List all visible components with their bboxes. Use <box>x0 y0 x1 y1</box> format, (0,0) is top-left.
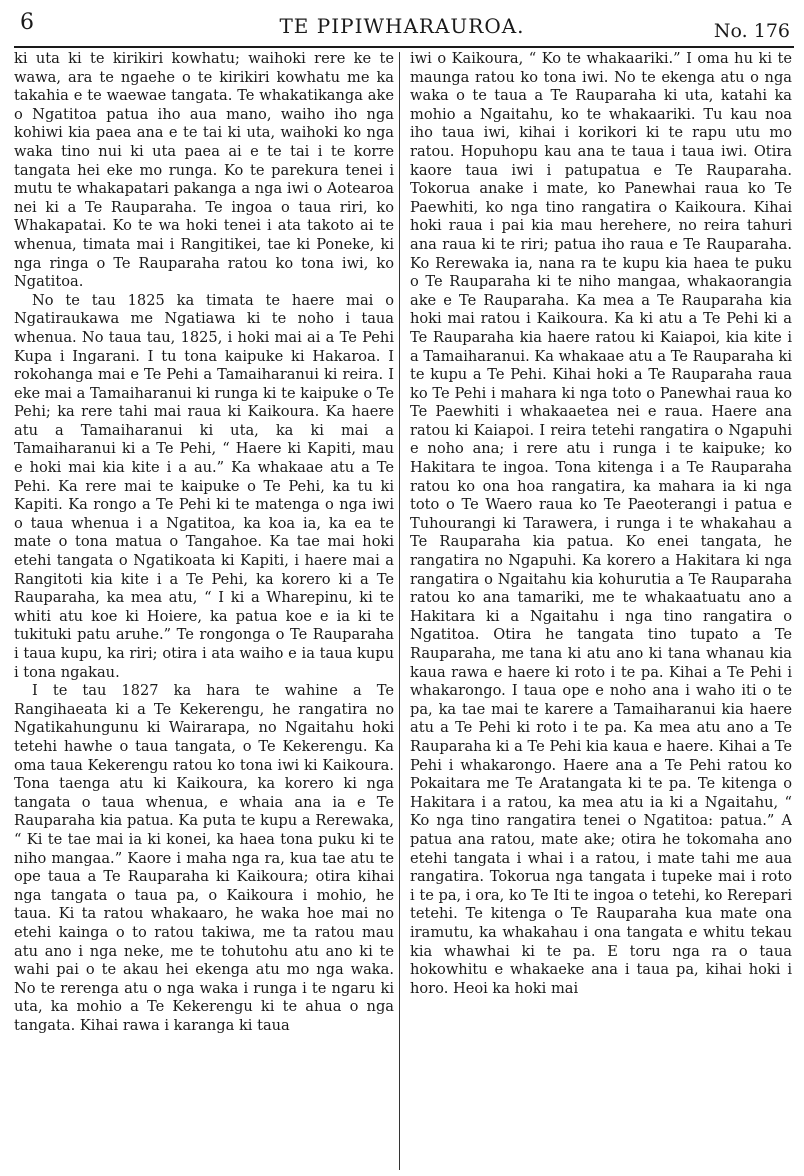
paragraph: iwi o Kaikoura, “ Ko te whakaariki.” I oma hu ki te maunga ratou ko tona iwi. No te ekenga atu o nga waka o te taua a Te Rauparaha ki uta, katahi ka mohio a Ngaitahu, ko te whakaariki. Tu kau noa iho taua iwi, kihai i korikori ki te rapu utu mo ratou. Hopuhopu kau ana te taua i taua iwi. Otira kaore taua iwi i patupatua e Te Rauparaha. Tokorua anake i mate, ko Panewhai raua ko Te Paewhiti, ko nga tino rangatira o Kaikoura. Kihai hoki raua i pai kia mau herehere, no reira tahuri ana raua ki te riri; patua iho raua e Te Rauparaha. Ko Rerewaka ia, nana ra te kupu kia haea te puku o Te Rauparaha ki te niho mangaa, whakaorangia ake e Te Rauparaha. Ka mea a Te Rauparaha kia hoki mai ratou i Kaikoura. Ka ki atu a Te Pehi ki a Te Rauparaha kia haere ratou ki Kaiapoi, kia kite i a Tamaiharanui. Ka whakaae atu a Te Rauparaha ki te kupu a Te Pehi. Kihai hoki a Te Rauparaha raua ko Te Pehi i mahara ki nga toto o Panewhai raua ko Te Paewhiti i whakaaetea nei e raua. Haere ana ratou ki Kaiapoi. I reira tetehi rangatira o Ngapuhi e noho ana; i rere atu i runga i te kaipuke; ko Hakitara te ingoa. Tona kitenga i a Te Rauparaha ratou ko ona hoa rangatira, ka mahara ia ki nga toto o Te Waero raua ko Te Paeoterangi i patua e Tuhourangi ki Tarawera, i runga i te whakahau a Te Rauparaha kia patua. Ko enei tangata, he rangatira no Ngapuhi. Ka korero a Hakitara ki nga rangatira o Ngaitahu kia kohurutia a Te Rauparaha ratou ko ana tamariki, me te whakaatuatu ano a Hakitara ki a Ngaitahu i nga tino rangatira o Ngatitoa. Otira he tangata tino tupato a Te Rauparaha, me tana ki atu ano ki tana whanau kia kaua rawa e haere ki roto i te pa. Kihai a Te Pehi i whakarongo. I taua ope e noho ana i waho iti o te pa, ka tae mai te karere a Tamaiharanui kia haere atu a Te Pehi ki roto i te pa. Ka mea atu ano a Te Rauparaha ki a Te Pehi kia kaua e haere. Kihai a Te Pehi i whakarongo. Haere ana a Te Pehi ratou ko Pokaitara me Te Aratangata ki te pa. Te kitenga o Hakitara i a ratou, ka mea atu ia ki a Ngaitahu, “ Ko nga tino rangatira tenei o Ngatitoa: patua.” A patua ana ratou, mate ake; otira he tokomaha ano etehi tangata i whai i a ratou, i mate tahi me aua rangatira. Tokorua nga tangata i tupeke mai i roto i te pa, i ora, ko Te Iti te ingoa o tetehi, ko Rerepari tetehi. Te kitenga o Te Rauparaha kua mate ona iramutu, ka whakahau i ona tangata e whitu tekau kia whawhai ki te pa. E toru nga ra o taua hokowhitu e whakaeke ana i taua pa, kihai hoki i horo. Heoi ka hoki mai <box>410 50 792 997</box>
paragraph: No te tau 1825 ka timata te haere mai o Ngatiraukawa me Ngatiawa ki te noho i taua whenua. No taua tau, 1825, i hoki mai ai a Te Pehi Kupa i Ingarani. I tu tona kaipuke ki Hakaroa. I rokohanga mai e Te Pehi a Tamaiharanui ki reira. I eke mai a Tamaiharanui ki runga ki te kaipuke o Te Pehi; ka rere tahi mai raua ki Kaikoura. Ka haere atu a Tamaiharanui ki uta, ka ki mai a Tamaiharanui ki a Te Pehi, “ Haere ki Kapiti, mau e hoki mai kia kite i a au.” Ka whakaae atu a Te Pehi. Ka rere mai te kaipuke o Te Pehi, ka tu ki Kapiti. Ka rongo a Te Pehi ki te matenga o nga iwi o taua whenua i a Ngatitoa, ka koa ia, ka ea te mate o tona matua o Tangahoe. Ka tae mai hoki etehi tangata o Ngatikoata ki Kapiti, i haere mai a Rangitoti kia kite i a Te Pehi, ka korero ki a Te Rauparaha, ka mea atu, “ I ki a Wharepinu, ki te whiti atu koe ki Hoiere, ka patua koe e ia ki te tukituki patu aruhe.” Te rongonga o Te Rauparaha i taua kupu, ka riri; otira i ata waiho e ia taua kupu i tona ngakau. <box>14 291 394 681</box>
paragraph: I te tau 1827 ka hara te wahine a Te Rangihaeata ki a Te Kekerengu, he rangatira no Ngatikahungunu ki Wairarapa, no Ngaitahu hoki tetehi hawhe o taua tangata, o Te Kekerengu. Ka oma taua Kekerengu ratou ko tona iwi ki Kaikoura. Tona taenga atu ki Kaikoura, ka korero ki nga tangata o taua whenua, e whaia ana ia e Te Rauparaha kia patua. Ka puta te kupu a Rerewaka, “ Ki te tae mai ia ki konei, ka haea tona puku ki te niho mangaa.” Kaore i maha nga ra, kua tae atu te ope taua a Te Rauparaha ki Kaikoura; otira kihai nga tangata o taua pa, o Kaikoura i mohio, he taua. Ki ta ratou whakaaro, he waka hoe mai no etehi kainga o to ratou takiwa, me ta ratou mau atu ano i nga neke, me te tohutohu atu ano ki te wahi pai o te akau hei ekenga atu mo nga waka. No te rerenga atu o nga waka i runga i te ngaru ki uta, ka mohio a Te Kekerengu ki te ahua o nga tangata. Kihai rawa i karanga ki taua <box>14 682 394 1034</box>
column-divider <box>399 52 400 1170</box>
running-title: TE PIPIWHARAUROA. <box>279 14 525 38</box>
issue-number: No. 176 <box>713 20 790 42</box>
left-column <box>14 50 394 1172</box>
right-column <box>410 50 792 1172</box>
page-header <box>14 8 790 44</box>
header-rule <box>14 46 794 48</box>
page-number: 6 <box>20 10 34 35</box>
paragraph: ki uta ki te kirikiri kowhatu; waihoki rere ke te wawa, ara te ngaehe o te kirikiri kowhatu me ka takahia e te waewae tangata. Te whakatikanga ake o Ngatitoa patua iho aua mano, waiho iho nga kohiwi kia paea ana e te tai ki uta, waihoki ko nga waka tino nui ki uta paea ai e te tai i te korre tangata hei eke mo runga. Ko te parekura tenei i mutu te whakapatari pakanga a nga iwi o Aotearoa nei ki a Te Rauparaha. Te ingoa o taua riri, ko Whakapatai. Ko te wa hoki tenei i ata takoto ai te whenua, timata mai i Rangitikei, tae ki Poneke, ki nga ringa o Te Rauparaha ratou ko tona iwi, ko Ngatitoa. <box>14 50 394 291</box>
